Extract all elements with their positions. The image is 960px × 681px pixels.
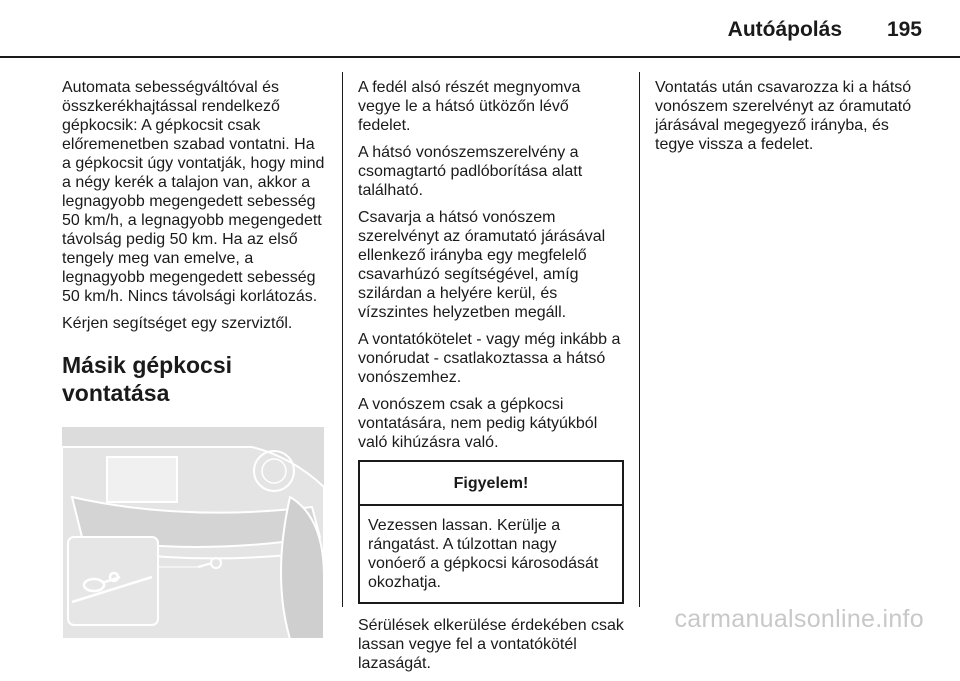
rear-towing-eye-illustration: [62, 427, 324, 639]
paragraph: Vontatás után csavarozza ki a hátsó vonószem szerelvényt az óramutató járásával megegyező irányba, és tegye vissza a fedelet.: [655, 79, 912, 153]
column-divider: [639, 72, 640, 607]
page-header: [0, 0, 960, 60]
chapter-title: Autóápolás: [727, 18, 842, 41]
paragraph: Sérülések elkerülése érdekében csak lassan vegye fel a vontatókötél lazaságát.: [358, 617, 624, 672]
page-number: 195: [886, 18, 922, 41]
paragraph: Csavarja a hátsó vonószem szerelvényt az óramutató járásával ellenkező irányba egy megfelelő csavarhúzó segítségével, amíg szilárdan a helyére kerül, és vízszintes helyzetben megáll.: [358, 209, 606, 321]
warning-box: [358, 460, 624, 604]
paragraph: Automata sebességváltóval és összkerékhajtással rendelkező gépkocsik: A gépkocsit csak előremenetben szabad vontatni. Ha a gépkocsit úgy vontatják, hogy mind a négy kerék a talajon van, akkor a legnagyobb megengedett sebesség 50 km/h, a legnagyobb megengedett távolság pedig 50 km. Ha az első tengely meg van emelve, a legnagyobb megengedett sebesség 50 km/h. Nincs távolsági korlátozás.: [62, 79, 325, 305]
section-title: Másik gépkocsi vontatása: [62, 352, 233, 406]
warning-text: Vezessen lassan. Kerülje a rángatást. A túlzottan nagy vonóerő a gépkocsi károsodását okozhatja.: [368, 517, 599, 591]
towing-eye-drawing: [62, 427, 324, 639]
header-rule: [0, 56, 960, 58]
paragraph: A fedél alsó részét megnyomva vegye le a hátsó ütközőn lévő fedelet.: [358, 79, 581, 134]
paragraph: Kérjen segítséget egy szerviztől.: [62, 315, 293, 332]
column-right: [655, 78, 925, 162]
paragraph: A vontatókötelet - vagy még inkább a vonórudat - csatlakoztassa a hátsó vonószemhez.: [358, 331, 621, 386]
column-middle: [358, 78, 624, 681]
paragraph: A vonószem csak a gépkocsi vontatására, nem pedig kátyúkból való kihúzásra való.: [358, 396, 598, 451]
column-divider: [342, 72, 343, 607]
paragraph: A hátsó vonószemszerelvény a csomagtartó padlóborítása alatt található.: [358, 144, 583, 199]
watermark: carmanualsonline.info: [674, 605, 924, 633]
column-left: [62, 78, 326, 639]
warning-title: Figyelem!: [360, 462, 622, 506]
